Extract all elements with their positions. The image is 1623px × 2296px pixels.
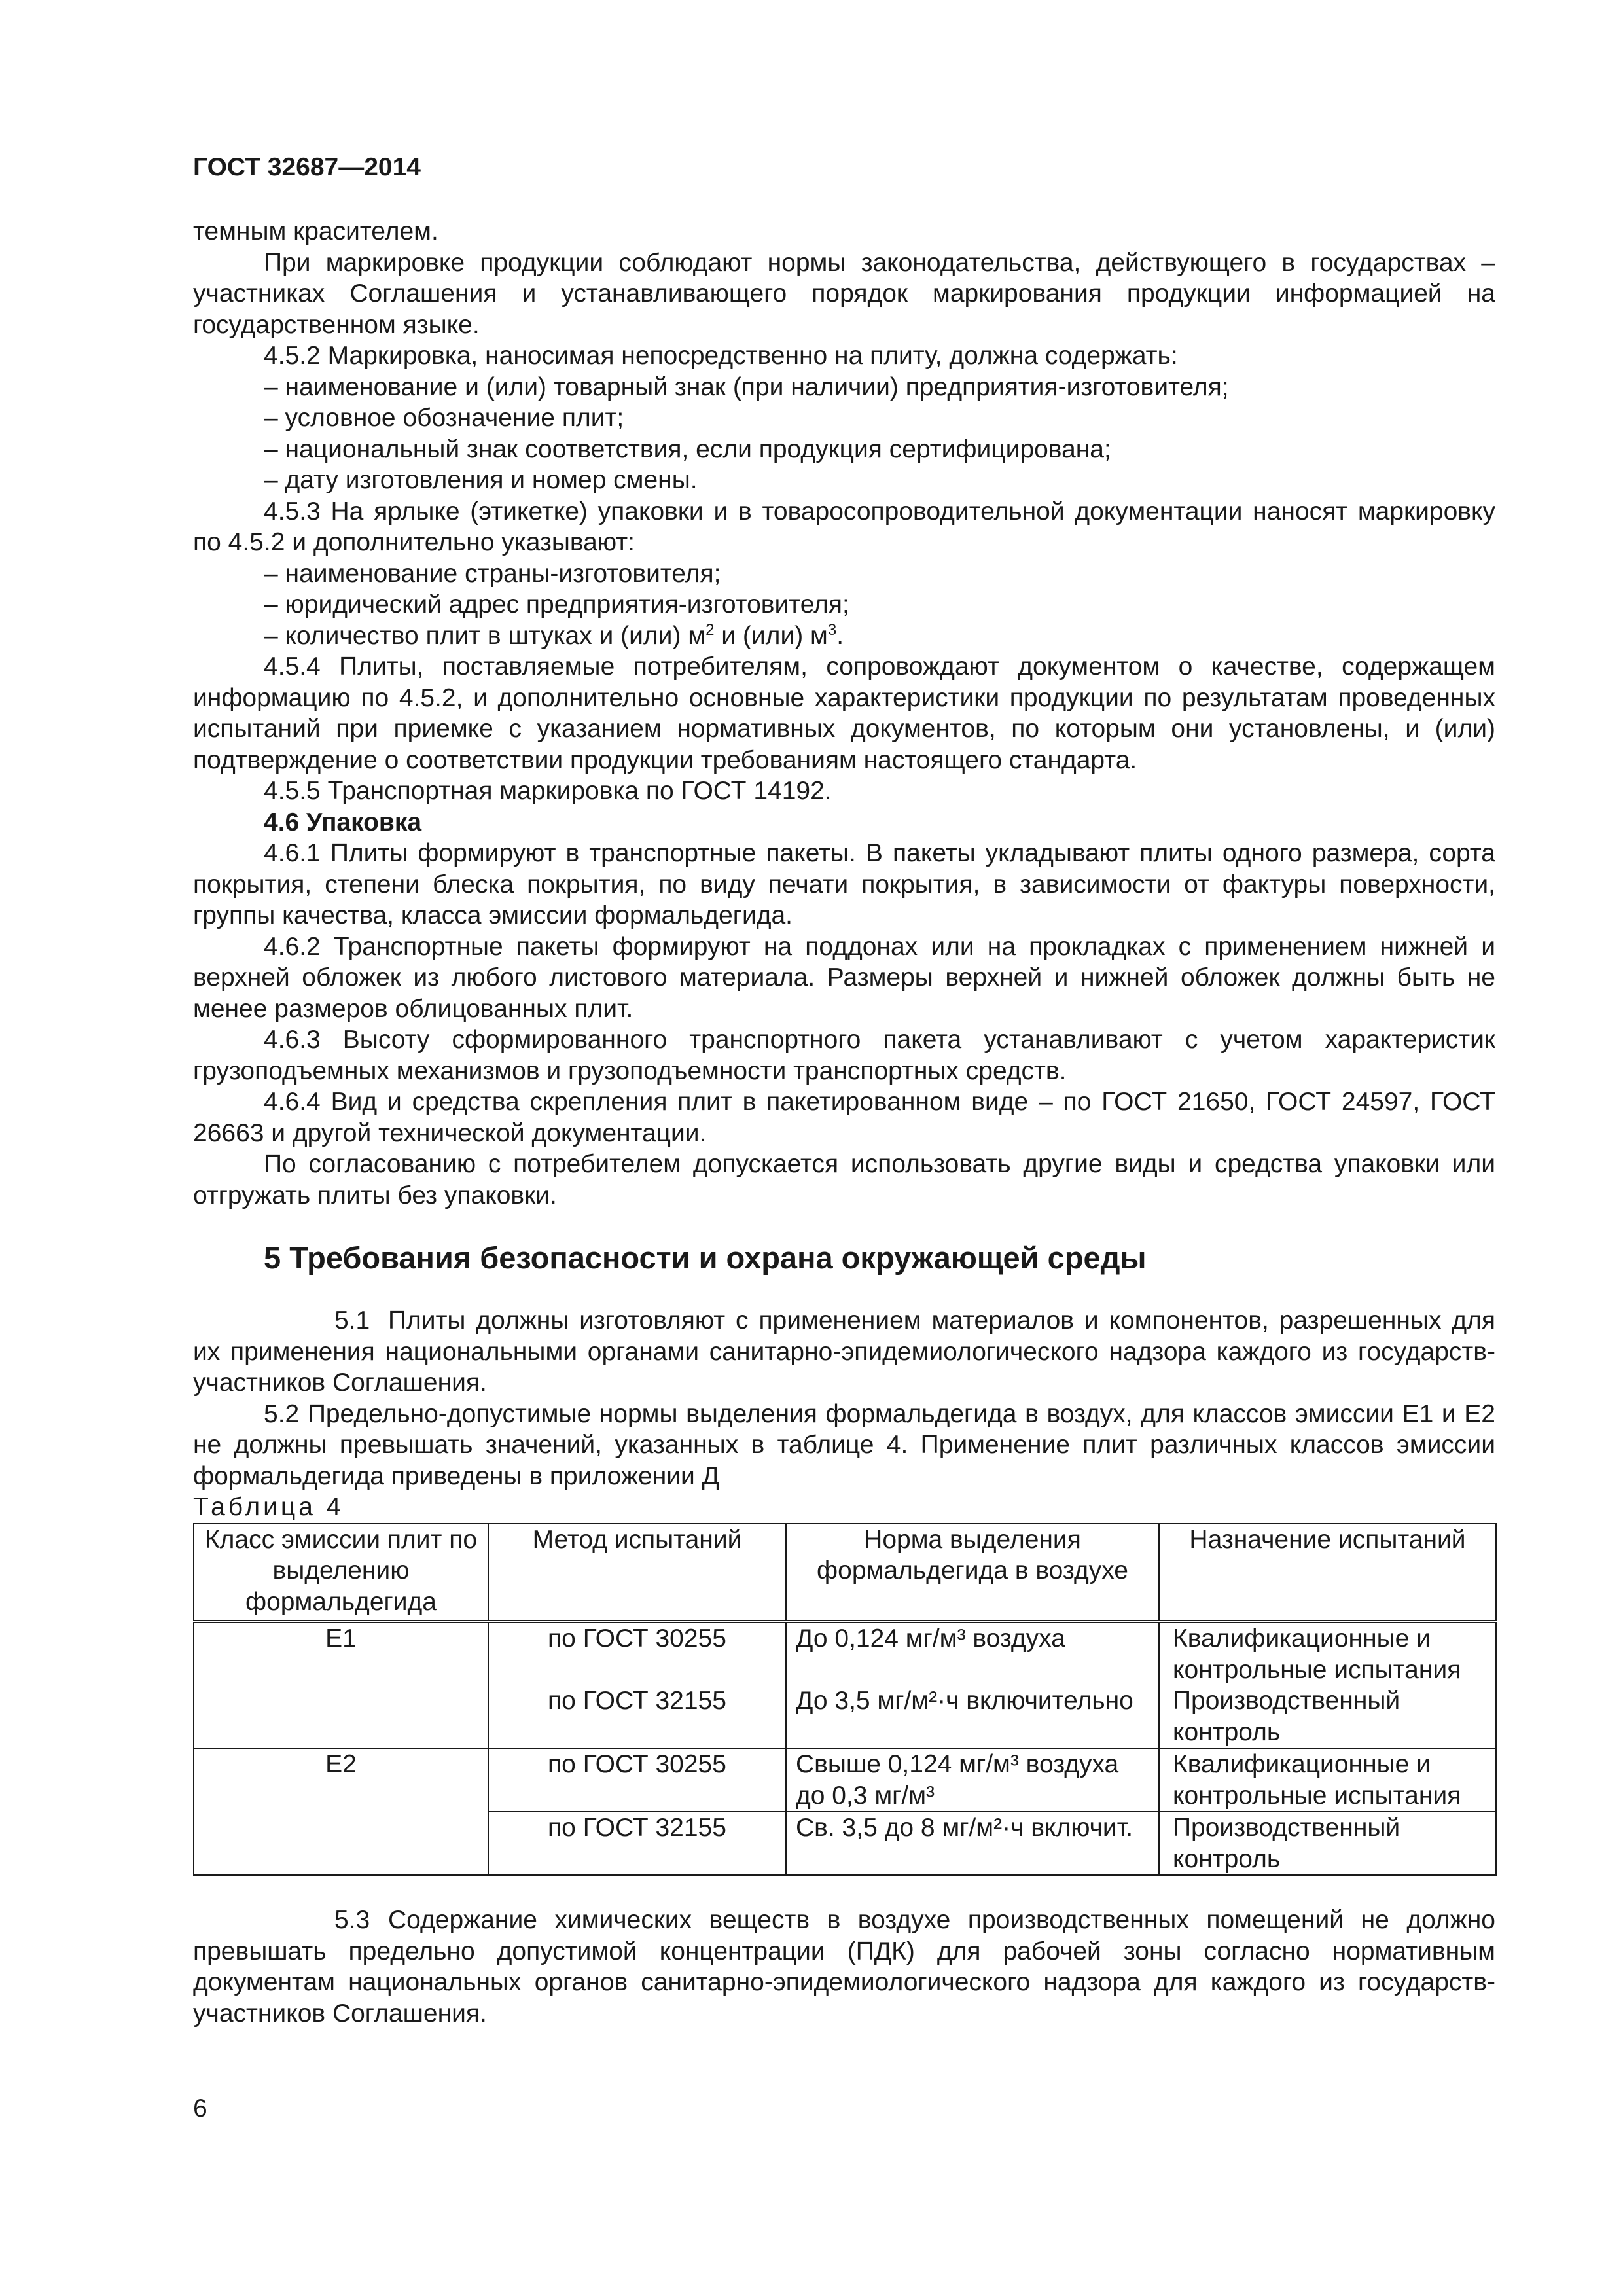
method-cell: по ГОСТ 30255: [488, 1748, 786, 1812]
qty-text-a: – количество плит в штуках и (или) м: [264, 621, 706, 650]
table-header-cell: Метод испытаний: [488, 1524, 786, 1622]
paragraph: 4.6.3 Высоту сформированного транспортного пакета устанавливают с учетом характеристик грузоподъемных механизмов и грузоподъемности транспортных средств.: [193, 1026, 1495, 1085]
paragraph: 4.5.3 На ярлыке (этикетке) упаковки и в товаросопроводительной документации наносят маркировку по 4.5.2 и дополнительно указывают:: [193, 497, 1495, 556]
paragraph: темным красителем.: [193, 217, 438, 245]
paragraph-5-3: [193, 1905, 1495, 2029]
table-4: [193, 1523, 1497, 1876]
class-cell: Е2: [194, 1748, 488, 1875]
method-cell: по ГОСТ 30255: [488, 1622, 786, 1686]
document-header: ГОСТ 32687—2014: [193, 153, 421, 181]
list-item: – наименование страны-изготовителя;: [264, 559, 721, 588]
norm-cell: Св. 3,5 до 8 мг/м²·ч включит.: [786, 1812, 1159, 1875]
paragraph: 4.6.2 Транспортные пакеты формируют на поддонах или на прокладках с применением нижней и верхней обложек из любого листового материала. Размеры верхней и нижней обложек должны быть не менее размеров облицованных плит.: [193, 932, 1495, 1023]
table-row: [194, 1622, 1496, 1686]
qty-text-c: .: [836, 621, 844, 650]
subsection-heading: 4.6 Упаковка: [264, 808, 422, 836]
table-header-cell: Назначение испытаний: [1159, 1524, 1496, 1622]
clause-text: Плиты должны изготовляют с применением материалов и компонентов, разрешенных для их применения национальными органами санитарно-эпидемиологического надзора каждого из государств-участников Соглашения.: [193, 1306, 1495, 1397]
norm-cell: До 0,124 мг/м³ воздуха: [786, 1622, 1159, 1686]
clause-number: 5.1: [334, 1306, 370, 1335]
method-cell: по ГОСТ 32155: [488, 1685, 786, 1748]
purpose-cell: Производственный контроль: [1159, 1685, 1496, 1748]
list-item: – национальный знак соответствия, если продукция сертифицирована;: [264, 435, 1111, 463]
superscript: 2: [705, 620, 715, 639]
norm-cell: Свыше 0,124 мг/м³ воздуха до 0,3 мг/м³: [786, 1748, 1159, 1812]
superscript: 3: [827, 620, 837, 639]
table-caption: Таблица 4: [193, 1493, 344, 1521]
class-cell: Е1: [194, 1622, 488, 1749]
document-body: [193, 216, 1495, 2029]
paragraph-5-2: 5.2 Предельно-допустимые нормы выделения формальдегида в воздух, для классов эмиссии Е1 и Е2 не должны превышать значений, указанных в таблице 4. Применение плит различных классов эмиссии формальдегида приведены в приложении Д: [193, 1399, 1495, 1490]
list-item: – наименование и (или) товарный знак (при наличии) предприятия-изготовителя;: [264, 372, 1229, 401]
page-number: 6: [193, 2094, 207, 2123]
clause-text: Содержание химических веществ в воздухе производственных помещений не должно превышать предельно допустимой концентрации (ПДК) для рабочей зоны согласно нормативным документам национальных органов санитарно-эпидемиологического надзора для каждого из государств-участников Соглашения.: [193, 1906, 1495, 2028]
paragraph: 4.5.5 Транспортная маркировка по ГОСТ 14192.: [264, 777, 832, 805]
paragraph: 4.6.4 Вид и средства скрепления плит в пакетированном виде – по ГОСТ 21650, ГОСТ 24597, ГОСТ 26663 и другой технической документации.: [193, 1088, 1495, 1147]
paragraph-5-1: [193, 1305, 1495, 1399]
paragraph: При маркировке продукции соблюдают нормы законодательства, действующего в государствах – участниках Соглашения и устанавливающего порядок маркирования продукции информацией на государственном языке.: [193, 248, 1495, 339]
section-heading: 5 Требования безопасности и охрана окружающей среды: [264, 1240, 1147, 1275]
table-header-cell: Класс эмиссии плит по выделению формальдегида: [194, 1524, 488, 1622]
table-row: [194, 1748, 1496, 1812]
list-item-quantity: [193, 620, 1495, 652]
table-header-row: [194, 1524, 1496, 1622]
purpose-cell: Квалификационные и контрольные испытания: [1159, 1748, 1496, 1812]
norm-cell: До 3,5 мг/м²·ч включительно: [786, 1685, 1159, 1748]
paragraph: 4.5.4 Плиты, поставляемые потребителям, сопровождают документом о качестве, содержащем информацию по 4.5.2, и дополнительно основные характеристики продукции по результатам проведенных испытаний при приемке с указанием нормативных документов, по которым они установлены, и (или) подтверждение о соответствии продукции требованиям настоящего стандарта.: [193, 653, 1495, 774]
list-item: – условное обозначение плит;: [264, 404, 624, 432]
paragraph: 4.5.2 Маркировка, наносимая непосредственно на плиту, должна содержать:: [264, 342, 1178, 370]
purpose-cell: Квалификационные и контрольные испытания: [1159, 1622, 1496, 1686]
method-cell: по ГОСТ 32155: [488, 1812, 786, 1875]
clause-number: 5.3: [334, 1906, 370, 1934]
paragraph: По согласованию с потребителем допускается использовать другие виды и средства упаковки или отгружать плиты без упаковки.: [193, 1150, 1495, 1210]
qty-text-b: и (или) м: [714, 621, 828, 650]
list-item: – юридический адрес предприятия-изготовителя;: [264, 590, 849, 619]
list-item: – дату изготовления и номер смены.: [264, 466, 698, 494]
table-header-cell: Норма выделения формальдегида в воздухе: [786, 1524, 1159, 1622]
paragraph: 4.6.1 Плиты формируют в транспортные пакеты. В пакеты укладывают плиты одного размера, сорта покрытия, степени блеска покрытия, по виду печати покрытия, в зависимости от фактуры поверхности, группы качества, класса эмиссии формальдегида.: [193, 839, 1495, 929]
purpose-cell: Производственный контроль: [1159, 1812, 1496, 1875]
